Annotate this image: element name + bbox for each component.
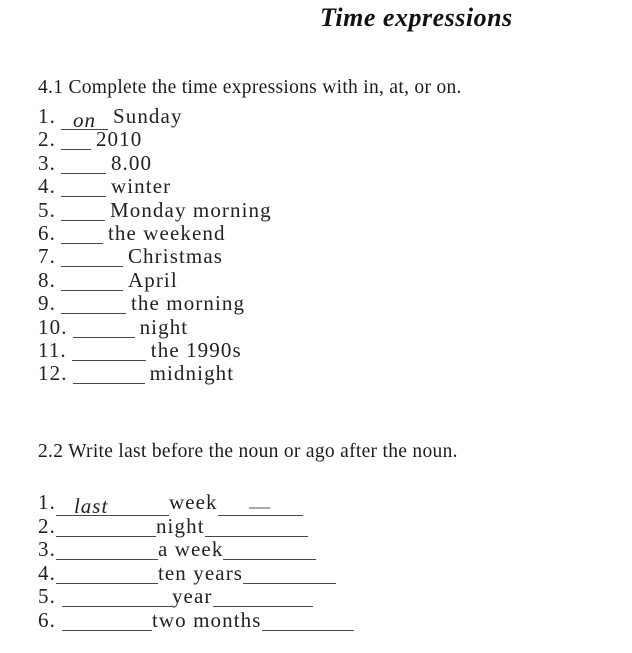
item-number: 5. — [38, 584, 56, 609]
answer-blank: last — [56, 497, 169, 516]
s1-item-12 — [38, 362, 272, 385]
item-number: 1. — [38, 490, 56, 514]
item-text: April — [127, 267, 178, 292]
item-text: midnight — [149, 361, 235, 386]
answer-blank — [213, 588, 313, 607]
answer-blank — [61, 248, 123, 267]
answer-blank — [223, 541, 316, 560]
answer-blank — [62, 612, 152, 631]
answer-blank — [61, 155, 106, 174]
answer-blank — [61, 225, 103, 244]
s1-item-5 — [38, 199, 272, 222]
item-number: 3. — [38, 537, 56, 562]
item-number: 6. — [38, 220, 56, 245]
s2-item-6 — [38, 609, 354, 633]
item-text: the weekend — [107, 220, 226, 245]
item-text: Christmas — [127, 244, 224, 269]
item-text: winter — [110, 174, 172, 199]
answer-blank — [61, 202, 105, 221]
item-text: 8.00 — [110, 150, 153, 175]
item-number: 4. — [38, 560, 56, 585]
item-number: 10. — [38, 314, 68, 339]
answer-blank: — — [218, 497, 303, 516]
item-text: 2010 — [95, 127, 143, 152]
s1-item-6 — [38, 222, 272, 245]
item-text: ten years — [157, 560, 244, 585]
s1-item-1 — [38, 104, 272, 132]
answer-blank — [73, 319, 135, 338]
answer-blank — [61, 178, 106, 197]
item-text: night — [155, 513, 205, 538]
section-41-heading: 4.1 Complete the time expressions with in, at, or on. — [38, 77, 462, 98]
item-number: 2. — [38, 127, 56, 152]
item-text: two months — [151, 607, 262, 632]
item-text: Monday morning — [109, 197, 272, 222]
item-text: the morning — [130, 291, 246, 316]
section-41-list — [38, 105, 272, 386]
s1-item-8 — [38, 269, 272, 292]
item-number: 3. — [38, 150, 56, 175]
item-number: 11. — [38, 337, 67, 362]
item-number: 4. — [38, 174, 56, 199]
item-text: night — [139, 314, 189, 339]
item-number: 12. — [38, 361, 68, 386]
answer-blank — [56, 518, 156, 537]
item-text: the 1990s — [150, 337, 242, 362]
section-22-list — [38, 491, 354, 633]
item-number: 9. — [38, 291, 56, 316]
answer-blank — [262, 612, 354, 631]
answer-blank — [56, 565, 158, 584]
answer-blank — [61, 295, 126, 314]
answer-blank — [243, 565, 336, 584]
item-text: Sunday — [112, 104, 183, 128]
section-22-heading: 2.2 Write last before the noun or ago after the noun. — [38, 441, 458, 462]
page-title: Time expressions — [320, 3, 513, 32]
answer-blank — [72, 342, 146, 361]
s2-item-3 — [38, 538, 354, 562]
answer-blank — [205, 518, 308, 537]
item-text: year — [171, 584, 213, 609]
answer-blank — [56, 541, 158, 560]
s1-item-7 — [38, 245, 272, 268]
item-text: week — [168, 490, 218, 514]
s2-item-5 — [38, 585, 354, 609]
item-number: 5. — [38, 197, 56, 222]
s1-item-2 — [38, 128, 272, 151]
s2-item-2 — [38, 515, 354, 539]
item-text: a week — [157, 537, 224, 562]
item-number: 7. — [38, 244, 56, 269]
s1-item-4 — [38, 175, 272, 198]
answer-blank — [73, 365, 145, 384]
s2-item-1 — [38, 490, 354, 518]
answer-blank — [61, 272, 123, 291]
answer-blank — [62, 588, 172, 607]
s1-item-10 — [38, 316, 272, 339]
item-number: 6. — [38, 607, 56, 632]
s1-item-9 — [38, 292, 272, 315]
answer-blank — [61, 131, 91, 150]
item-number: 2. — [38, 513, 56, 538]
item-number: 1. — [38, 104, 56, 128]
answer-blank: on — [61, 111, 108, 130]
item-number: 8. — [38, 267, 56, 292]
s1-item-3 — [38, 152, 272, 175]
s1-item-11 — [38, 339, 272, 362]
s2-item-4 — [38, 562, 354, 586]
